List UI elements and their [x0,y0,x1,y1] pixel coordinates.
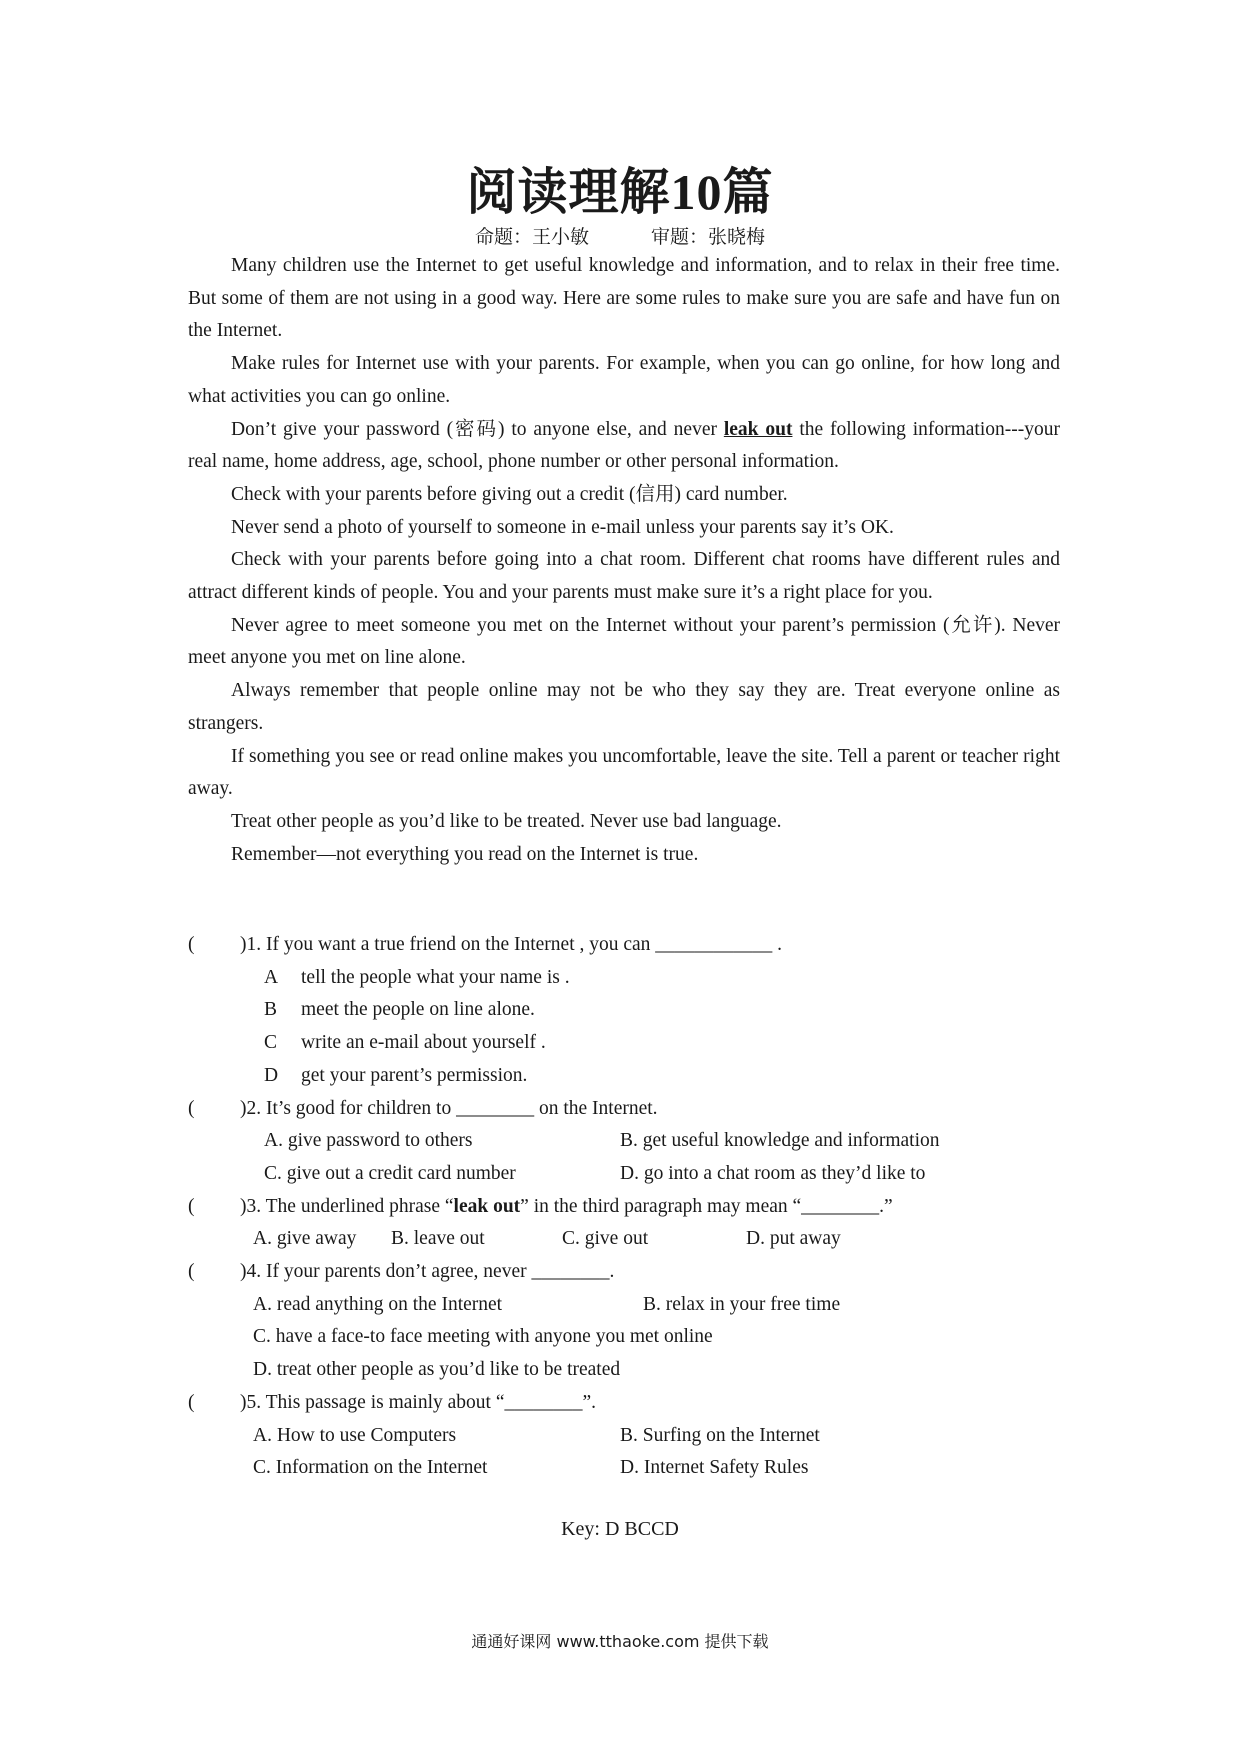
paragraph: Always remember that people online may not be who they say they are. Treat everyone online as strangers. [188,680,1060,734]
option-a: A. give password to others [264,1130,473,1152]
options-row [188,1289,1068,1322]
option-c: C. have a face-to face meeting with anyone you met online [253,1326,713,1348]
question-stem: )2. It’s good for children to ________ on the Internet. [240,1097,658,1119]
paragraph: Remember—not everything you read on the Internet is true. [231,843,699,865]
options-row [188,1420,1068,1453]
option-d: D. go into a chat room as they’d like to [620,1162,926,1184]
answer-paren: ( [188,1097,195,1119]
option-a: A tell the people what your name is . [264,966,570,988]
paragraph: Never send a photo of yourself to someone in e-mail unless your parents say it’s OK. [231,516,894,538]
option-a: A. give away [253,1228,357,1250]
question-3 [188,1191,1068,1224]
answer-paren: ( [188,1195,195,1217]
option-c: C. Information on the Internet [253,1457,488,1479]
option-b: B. leave out [391,1228,485,1250]
option-c: C. give out [562,1228,649,1250]
option-b: B. get useful knowledge and information [620,1130,940,1152]
option-c: C write an e-mail about yourself . [264,1032,546,1054]
author-line [0,222,1240,249]
option-d: D. treat other people as you’d like to be treated [253,1359,621,1381]
paragraph: Many children use the Internet to get useful knowledge and information, and to relax in their free time. But some of them are not using in a good way. Here are some rules to make sure you are safe and have fun on the Internet. [188,255,1060,342]
question-stem: )1. If you want a true friend on the Internet , you can ____________ . [240,934,783,955]
options-row [188,1223,1068,1256]
option-d: D. Internet Safety Rules [620,1457,809,1479]
paragraph: Treat other people as you’d like to be treated. Never use bad language. [231,810,782,832]
option-b: B. Surfing on the Internet [620,1424,820,1446]
options-row [188,1452,1068,1485]
option-c: C. give out a credit card number [264,1162,516,1184]
question-setter: 命题：王小敏 [474,226,589,248]
options-row [188,1125,1068,1158]
underlined-phrase: leak out [723,418,793,440]
question-stem: )5. This passage is mainly about “________”. [240,1391,596,1413]
reading-passage [188,250,1060,871]
option-d: D get your parent’s permission. [264,1064,528,1086]
answer-key: Key: D BCCD [561,1518,679,1540]
option-b: B meet the people on line alone. [264,999,535,1021]
question-stem: )4. If your parents don’t agree, never ________. [240,1261,615,1283]
page-title: 阅读理解10篇 [466,164,774,220]
answer-paren: ( [188,1391,195,1413]
answer-paren: ( [188,934,195,955]
paragraph: Check with your parents before giving out a credit (信用) card number. [231,483,788,505]
option-a: A. How to use Computers [253,1424,457,1446]
question-1 [188,929,1068,962]
bold-phrase: leak out [453,1195,521,1217]
question-5 [188,1387,1068,1420]
page-footer: 通通好课网 www.tthaoke.com 提供下载 [471,1632,769,1651]
paragraph: If something you see or read online makes you uncomfortable, leave the site. Tell a parent or teacher right away. [188,745,1060,800]
paragraph: Never agree to meet someone you met on the Internet without your parent’s permission (允许). Never meet anyone you met on line alone. [188,614,1060,669]
paragraph: Don’t give your password (密码) to anyone else, and never leak out the following information---your real name, home address, age, school, phone number or other personal information. [188,418,1060,473]
reviewer: 审题：张晓梅 [651,226,766,248]
paragraph: Make rules for Internet use with your parents. For example, when you can go online, for how long and what activities you can go online. [188,353,1060,407]
question-list [188,929,1068,1485]
option-d: D. put away [746,1228,841,1250]
answer-paren: ( [188,1261,195,1283]
question-stem: )3. The underlined phrase “leak out” in the third paragraph may mean “________.” [240,1195,893,1217]
question-4 [188,1256,1068,1289]
question-2 [188,1093,1068,1126]
paragraph: Check with your parents before going into a chat room. Different chat rooms have different rules and attract different kinds of people. You and your parents must make sure it’s a right place for you. [188,549,1060,604]
option-b: B. relax in your free time [643,1293,841,1315]
options-row [188,1158,1068,1191]
option-a: A. read anything on the Internet [253,1293,503,1315]
